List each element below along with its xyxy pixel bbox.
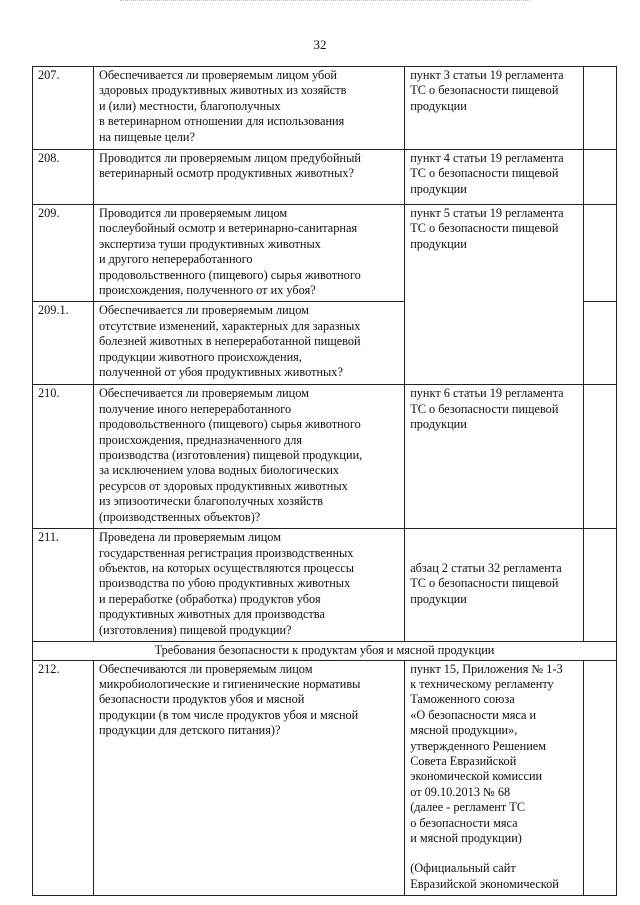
row-number: 211. bbox=[33, 529, 94, 642]
question-line: болезней животных в непереработанной пищевой bbox=[98, 334, 361, 349]
reference-line: продукции bbox=[410, 181, 467, 196]
question-line: Обеспечиваются ли проверяемым лицом bbox=[98, 661, 313, 676]
reference-line: ТС о безопасности пищевой bbox=[410, 221, 559, 236]
question-line: на пищевые цели? bbox=[98, 129, 195, 144]
reference-line: экономической комиссии bbox=[410, 769, 543, 784]
section-heading: Требования безопасности к продуктам убоя и мясной продукции bbox=[33, 642, 617, 660]
reference-line: пункт 4 статьи 19 регламента bbox=[410, 151, 564, 165]
question-line: продукции животного происхождения, bbox=[98, 349, 302, 364]
question-line: Обеспечивается ли проверяемым лицом bbox=[98, 303, 309, 318]
reference-line: Таможенного союза bbox=[410, 692, 515, 707]
reference-line: ТС о безопасности пищевой bbox=[410, 166, 559, 181]
reference-cell bbox=[405, 205, 584, 385]
reference-line: пункт 3 статьи 19 регламента bbox=[410, 68, 564, 82]
reference-line: к техническому регламенту bbox=[410, 676, 554, 691]
question-line: продовольственного (пищевого) сырья животного bbox=[98, 267, 361, 282]
question-line: Обеспечивается ли проверяемым лицом убой bbox=[98, 68, 337, 82]
blank-cell bbox=[583, 302, 616, 385]
question-line: происхождения, предназначенного для bbox=[98, 432, 303, 447]
reference-line: продукции bbox=[410, 591, 467, 606]
reference-line: продукции bbox=[410, 98, 467, 113]
row-number: 209.1. bbox=[33, 302, 94, 385]
question-line: государственная регистрация производственных bbox=[98, 545, 354, 560]
reference-line: Совета Евразийской bbox=[410, 753, 517, 768]
blank-cell bbox=[583, 529, 616, 642]
reference-note-line: Евразийской экономической bbox=[410, 876, 559, 891]
question-line: (изготовления) пищевой продукции? bbox=[98, 622, 292, 637]
reference-line: и мясной продукции) bbox=[410, 830, 522, 845]
question-line: (производственных объектов)? bbox=[98, 509, 261, 524]
reference-line: продукции bbox=[410, 417, 467, 432]
question-line: в ветеринарном отношении для использования bbox=[98, 114, 345, 129]
reference-cell bbox=[405, 529, 584, 642]
question-cell bbox=[93, 385, 404, 529]
question-line: экспертиза туши продуктивных животных bbox=[98, 236, 321, 251]
reference-line: ТС о безопасности пищевой bbox=[410, 576, 559, 591]
question-cell bbox=[93, 302, 404, 385]
question-line: Проводится ли проверяемым лицом bbox=[98, 206, 288, 220]
question-line: послеубойный осмотр и ветеринарно-санитарная bbox=[98, 221, 358, 236]
row-number: 212. bbox=[33, 660, 94, 896]
table-row bbox=[33, 385, 617, 529]
reference-line: (далее - регламент ТС bbox=[410, 800, 526, 815]
question-line: продукции (в том числе продуктов убоя и мясной bbox=[98, 707, 359, 722]
reference-line: утвержденного Решением bbox=[410, 738, 547, 753]
question-line: за исключением улова водных биологических bbox=[98, 463, 340, 478]
question-cell bbox=[93, 529, 404, 642]
blank-cell bbox=[583, 385, 616, 529]
table-row bbox=[33, 660, 617, 896]
question-line: продукции для детского питания)? bbox=[98, 723, 281, 738]
reference-cell bbox=[405, 67, 584, 150]
reference-line: «О безопасности мяса и bbox=[410, 707, 537, 722]
reference-line: продукции bbox=[410, 236, 467, 251]
scan-artifact bbox=[120, 0, 530, 4]
reference-line: абзац 2 статьи 32 регламента bbox=[410, 560, 562, 575]
blank-cell bbox=[583, 660, 616, 896]
question-line: получение иного непереработанного bbox=[98, 401, 292, 416]
reference-cell bbox=[405, 385, 584, 529]
reference-line: о безопасности мяса bbox=[410, 815, 518, 830]
question-line: объектов, на которых осуществляются процессы bbox=[98, 560, 354, 575]
reference-line: от 09.10.2013 № 68 bbox=[410, 784, 511, 799]
question-line: Проводится ли проверяемым лицом предубойный bbox=[98, 151, 361, 165]
reference-line: ТС о безопасности пищевой bbox=[410, 401, 559, 416]
question-line: и (или) местности, благополучных bbox=[98, 98, 281, 113]
row-number: 208. bbox=[33, 150, 94, 205]
table-row bbox=[33, 150, 617, 205]
reference-line: мясной продукции», bbox=[410, 723, 518, 738]
row-number: 209. bbox=[33, 205, 94, 302]
page-number: 32 bbox=[313, 37, 327, 52]
table-row bbox=[33, 529, 617, 642]
question-line: из эпизоотически благополучных хозяйств bbox=[98, 494, 323, 509]
question-line: ресурсов от здоровых продуктивных животных bbox=[98, 478, 348, 493]
question-line: и переработке (обработка) продуктов убоя bbox=[98, 591, 321, 606]
reference-note-line: (Официальный сайт bbox=[410, 861, 516, 876]
question-line: производства по убою продуктивных животных bbox=[98, 576, 351, 591]
table-row bbox=[33, 205, 617, 302]
reference-cell bbox=[405, 150, 584, 205]
reference-line: пункт 15, Приложения № 1-3 bbox=[410, 661, 563, 676]
question-line: продуктивных животных для производства bbox=[98, 607, 325, 622]
question-line: полученной от убоя продуктивных животных? bbox=[98, 365, 343, 380]
row-number: 207. bbox=[33, 67, 94, 150]
question-line: безопасности продуктов убоя и мясной bbox=[98, 692, 305, 707]
section-heading-row bbox=[33, 642, 617, 660]
question-line: Проведена ли проверяемым лицом bbox=[98, 530, 282, 545]
question-cell bbox=[93, 150, 404, 205]
question-line: Обеспечивается ли проверяемым лицом bbox=[98, 386, 309, 401]
question-line: и другого непереработанного bbox=[98, 252, 253, 267]
question-line: отсутствие изменений, характерных для заразных bbox=[98, 318, 361, 333]
row-number: 210. bbox=[33, 385, 94, 529]
blank-cell bbox=[583, 67, 616, 150]
paragraph-gap bbox=[410, 846, 579, 861]
question-line: продовольственного (пищевого) сырья животного bbox=[98, 417, 361, 432]
blank-cell bbox=[583, 150, 616, 205]
reference-line: пункт 6 статьи 19 регламента bbox=[410, 386, 564, 401]
question-line: ветеринарный осмотр продуктивных животных? bbox=[98, 166, 354, 181]
checklist-table bbox=[32, 66, 617, 896]
question-line: производства (изготовления) пищевой продукции, bbox=[98, 448, 363, 463]
question-cell bbox=[93, 67, 404, 150]
table-row bbox=[33, 67, 617, 150]
question-line: происхождения, полученного от их убоя? bbox=[98, 283, 316, 298]
reference-cell bbox=[405, 660, 584, 896]
reference-line: ТС о безопасности пищевой bbox=[410, 83, 559, 98]
reference-line: пункт 5 статьи 19 регламента bbox=[410, 206, 564, 220]
question-cell bbox=[93, 660, 404, 896]
question-line: здоровых продуктивных животных из хозяйств bbox=[98, 83, 347, 98]
blank-cell bbox=[583, 205, 616, 302]
question-line: микробиологические и гигиенические нормативы bbox=[98, 676, 361, 691]
question-cell bbox=[93, 205, 404, 302]
